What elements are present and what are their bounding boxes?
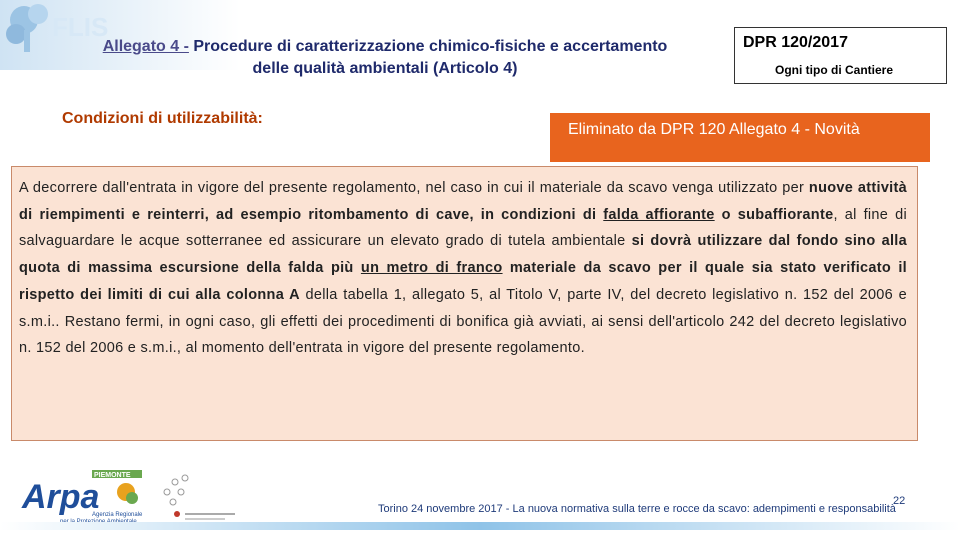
bold-segment: materiale da scavo per il quale sia stato verificato il rispetto dei limiti di cui alla colonna A [19, 260, 908, 303]
regulation-paragraph [19, 175, 907, 362]
dpr-box [734, 27, 947, 84]
title-line1: Procedure di caratterizzazione chimico-fisiche e accertamento [188, 38, 668, 55]
conditions-label: Condizioni di utilizzabilità: [62, 110, 263, 127]
bold-segment: si dovrà utilizzare dal fondo sino alla quota di massima escursione della falda più [19, 233, 907, 277]
svg-text:FLIS: FLIS [52, 12, 109, 42]
text-segment: A decorrere dall'entrata in vigore del presente regolamento, nel caso in cui il materiale da scavo venga utilizzato per [19, 180, 809, 196]
underlined-segment: un metro di franco [360, 260, 503, 277]
bold-segment: nuove attività di riempimenti e reinterri, ad esempio ritombamento di cave, in condizioni di [19, 180, 908, 223]
dpr-subtitle: Ogni tipo di Cantiere [775, 63, 894, 77]
footer-bar [0, 522, 960, 530]
svg-text:PIEMONTE: PIEMONTE [94, 472, 131, 479]
footer-text: Torino 24 novembre 2017 - La nuova normativa sulla terre e rocce da scavo: adempimenti e responsabilità [378, 503, 896, 515]
dpr-title: DPR 120/2017 [743, 34, 848, 51]
page-number: 22 [893, 495, 906, 507]
svg-text:Agenzia Regionale: Agenzia Regionale [92, 512, 143, 518]
partner-logo [155, 468, 240, 526]
text-segment: , al fine di salvaguardare le acque sotterranee ed assicurare un elevato grado di tutela ambientale [19, 206, 907, 250]
svg-text:Arpa: Arpa [22, 478, 100, 516]
notice-text: Eliminato da DPR 120 Allegato 4 - Novità [568, 121, 860, 138]
text-segment: della tabella 1, allegato 5, al Titolo V, parte IV, del decreto legislativo n. 152 del 2006 e s.m.i.. Restano fermi, in ogni caso, gli effetti dei procedimenti di bonifica già avviati, ai sensi dell'articolo 242 del decreto legislativo n. 152 del 2006 e s.m.i., al momento dell'entrata in vigore del presente regolamento. [19, 286, 908, 357]
slide-title [40, 36, 730, 80]
title-line2: delle qualità ambientali (Articolo 4) [252, 60, 518, 77]
notice-bar [550, 113, 930, 162]
arpa-logo [20, 468, 150, 526]
annex-link[interactable]: Allegato 4 - [102, 38, 189, 55]
bold-segment: o subaffiorante [714, 206, 834, 223]
underlined-segment: falda affiorante [603, 206, 715, 223]
content-box [11, 166, 918, 441]
